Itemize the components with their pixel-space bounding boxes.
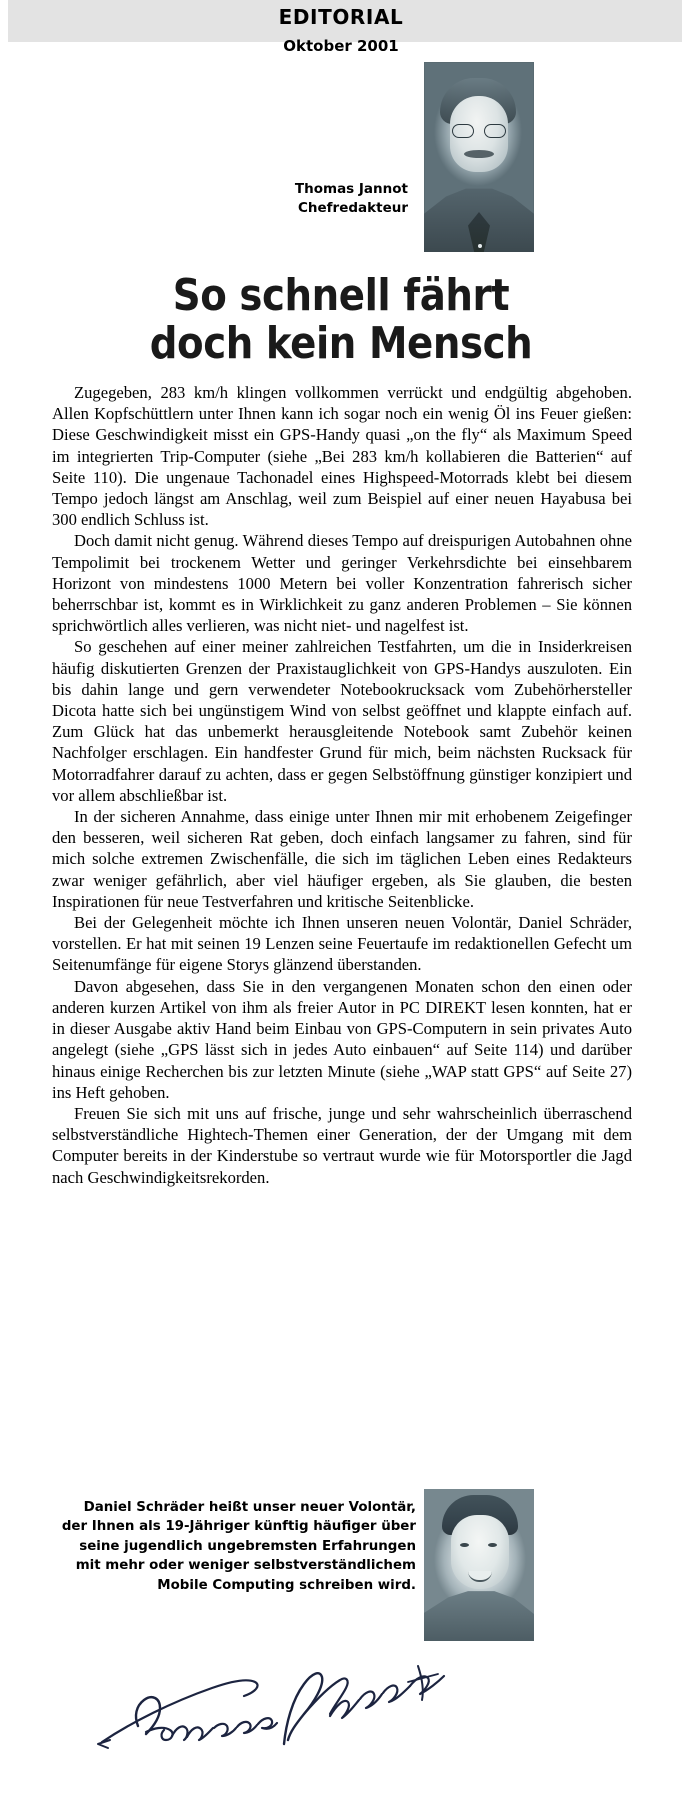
portrait-highlight-dot — [478, 244, 482, 248]
article-body — [52, 382, 632, 1188]
volunteer-shoulders — [424, 1589, 534, 1641]
page-title: EDITORIAL — [278, 5, 404, 29]
portrait-glasses — [450, 124, 508, 139]
author-portrait-photo — [424, 62, 534, 252]
headline-line-2: doch kein Mensch — [149, 318, 533, 369]
portrait-mustache — [464, 150, 494, 158]
byline-name: Thomas Jannot — [294, 181, 408, 197]
paragraph-7: Freuen Sie sich mit uns auf frische, junge und sehr wahrscheinlich überraschend selbstverständliche Hightech-Themen einer Generation, der der Umgang mit dem Computer bereits in der Kinderstube so vertraut wurde wie für Motorsportler die Jagd nach Geschwindigkeitsrekorden. — [52, 1103, 632, 1187]
issue-date: Oktober 2001 — [283, 37, 399, 55]
byline-role: Chefredakteur — [298, 199, 408, 216]
volunteer-portrait-photo — [424, 1489, 534, 1641]
paragraph-1: Zugegeben, 283 km/h klingen vollkommen verrückt und endgültig abgehoben. Allen Kopfschüttlern unter Ihnen kann ich sogar noch ein wenig Öl ins Feuer gießen: Diese Geschwindigkeit misst ein GPS-Handy quasi „on the fly“ als Maximum Speed im integrierten Trip-Computer (siehe „Bei 283 km/h kollabieren die Batterien“ auf Seite 110). Die ungenaue Tachonadel eines Highspeed-Motorrads klebt bei diesem Tempo jedoch längst am Anschlag, weil zum Beispiel auf einer neuen Hayabusa bei 300 endlich Schluss ist. — [52, 383, 632, 530]
volunteer-eye-right — [488, 1543, 497, 1547]
paragraph-6: Davon abgesehen, dass Sie in den vergangenen Monaten schon den einen oder anderen kurzen Artikel von ihm als freier Autor in PC DIREKT lesen konnten, hat er in dieser Ausgabe aktiv Hand beim Einbau von GPS-Computern in sein privates Auto angelegt (siehe „GPS lässt sich in jedes Auto einbauen“ auf Seite 114) und darüber hinaus einige Recherchen bis zur letzten Minute (siehe „WAP statt GPS“ auf Seite 27) ins Heft gehoben. — [52, 976, 632, 1102]
caption-line-1: Daniel Schräder heißt unser neuer Volontär, — [83, 1500, 416, 1515]
volunteer-caption — [48, 1498, 416, 1595]
paragraph-3: So geschehen auf einer meiner zahlreichen Testfahrten, um die in Insiderkreisen häufig diskutierten Grenzen der Praxistauglichkeit von GPS-Handys auszuloten. Ein bis dahin lange und gern verwendeter Notebookrucksack vom Zubehörhersteller Dicota hatte sich bei ungünstigem Wind von selbst geöffnet und klappte einfach auf. Zum Glück hat das unbemerkt herausgleitende Notebook samt Zubehör keinen Nachfolger erschlagen. Ein handfester Grund für mich, beim nächsten Rucksack für Motorradfahrer darauf zu achten, dass er gegen Selbstöffnung günstiger konzipiert und vor allem abschließbar ist. — [52, 637, 632, 805]
caption-line-5: Mobile Computing schreiben wird. — [157, 1577, 416, 1593]
volunteer-eye-left — [460, 1543, 469, 1547]
paragraph-4: In der sicheren Annahme, dass einige unter Ihnen mir mit erhobenem Zeigefinger den besseren, weil sicheren Rat geben, doch einfach langsamer zu fahren, sind für mich solche extremen Zwischenfälle, die sich im täglichen Leben eines Redakteurs zwar weniger gefährlich, aber viel häufiger ergeben, als Sie glauben, die besten Inspirationen für neue Testverfahren und kritische Seitenblicke. — [52, 807, 632, 911]
caption-line-4: mit mehr oder weniger selbstverständlichem — [75, 1558, 416, 1574]
byline — [160, 180, 408, 217]
headline-line-1: So schnell fährt — [172, 270, 510, 321]
article-headline — [76, 272, 606, 368]
paragraph-5: Bei der Gelegenheit möchte ich Ihnen unseren neuen Volontär, Daniel Schräder, vorstellen. Er hat mit seinen 19 Lenzen seine Feuertaufe im redaktionellen Gefecht um Seitenumfänge für eigene Storys glänzend überstanden. — [52, 913, 632, 975]
caption-line-2: der Ihnen als 19-Jähriger künftig häufiger über — [61, 1519, 416, 1535]
editor-signature — [72, 1644, 472, 1784]
paragraph-2: Doch damit nicht genug. Während dieses Tempo auf dreispurigen Autobahnen ohne Tempolimit bei trockenem Wetter und geringer Verkehrsdichte bei einsehbarem Horizont von mindestens 1000 Metern bei voller Konzentration fahrerisch sicher beherrschbar ist, kommt es in Wirklichkeit zu ganz anderen Problemen – Sie können sprichwörtlich alles verlieren, was nicht niet- und nagelfest ist. — [52, 531, 632, 636]
caption-line-3: seine jugendlich ungebremsten Erfahrungen — [79, 1538, 416, 1554]
